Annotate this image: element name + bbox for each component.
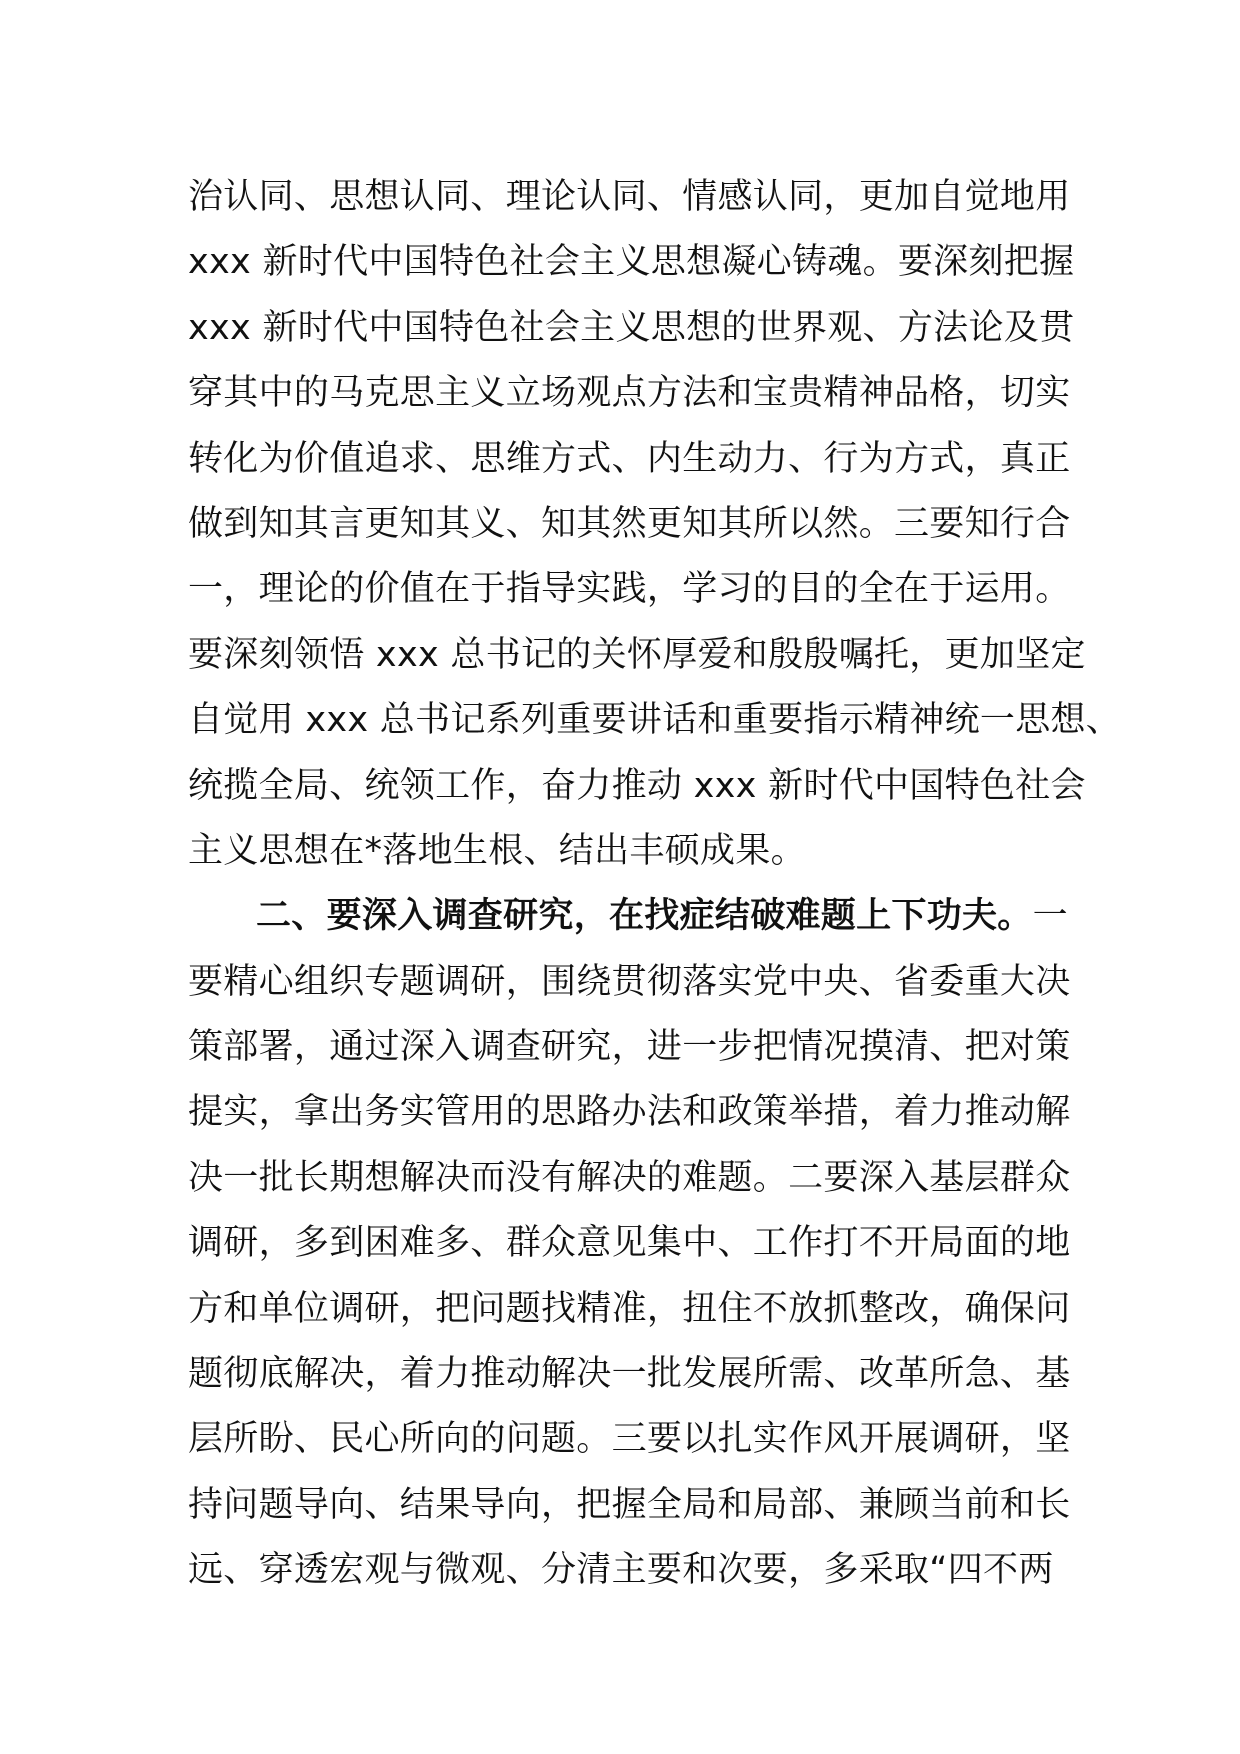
text-line: 自觉用 xxx 总书记系列重要讲话和重要指示精神统一思想、 xyxy=(188,700,1122,741)
text-line: xxx 新时代中国特色社会主义思想的世界观、方法论及贯 xyxy=(188,307,1075,348)
text-line: 提实，拿出务实管用的思路办法和政策举措，着力推动解 xyxy=(188,1092,1071,1133)
text-line: 要精心组织专题调研，围绕贯彻落实党中央、省委重大决 xyxy=(188,961,1071,1002)
text-line: 穿其中的马克思主义立场观点方法和宝贵精神品格，切实 xyxy=(188,373,1071,414)
text-line: 决一批长期想解决而没有解决的难题。二要深入基层群众 xyxy=(188,1157,1071,1198)
text-line: 统揽全局、统领工作，奋力推动 xxx 新时代中国特色社会 xyxy=(188,765,1086,806)
text-line: 做到知其言更知其义、知其然更知其所以然。三要知行合 xyxy=(188,503,1071,544)
text-line: 调研，多到困难多、群众意见集中、工作打不开局面的地 xyxy=(188,1223,1071,1264)
text-line: 主义思想在*落地生根、结出丰硕成果。 xyxy=(188,830,806,871)
text-line: 要深刻领悟 xxx 总书记的关怀厚爱和殷殷嘱托，更加坚定 xyxy=(188,634,1086,675)
text-line: 方和单位调研，把问题找精准，扭住不放抓整改，确保问 xyxy=(188,1288,1071,1329)
text-line: 转化为价值追求、思维方式、内生动力、行为方式，真正 xyxy=(188,438,1071,479)
text-line: 远、穿透宏观与微观、分清主要和次要，多采取“四不两 xyxy=(188,1550,1054,1591)
section-heading-line xyxy=(188,884,1188,949)
text-line: 一，理论的价值在于指导实践，学习的目的全在于运用。 xyxy=(188,569,1071,610)
text-line: 持问题导向、结果导向，把握全局和局部、兼顾当前和长 xyxy=(188,1484,1071,1525)
text-line: 题彻底解决，着力推动解决一批发展所需、改革所急、基 xyxy=(188,1354,1071,1395)
text-line: xxx 新时代中国特色社会主义思想凝心铸魂。要深刻把握 xyxy=(188,242,1075,283)
text-line: 层所盼、民心所向的问题。三要以扎实作风开展调研，坚 xyxy=(188,1419,1071,1460)
section-heading-tail: 一 xyxy=(1032,896,1068,937)
section-heading: 二、要深入调查研究，在找症结破难题上下功夫。 xyxy=(256,896,1033,937)
text-line: 治认同、思想认同、理论认同、情感认同，更加自觉地用 xyxy=(188,177,1071,217)
body-text xyxy=(188,165,1188,1604)
text-line: 策部署，通过深入调查研究，进一步把情况摸清、把对策 xyxy=(188,1027,1071,1068)
